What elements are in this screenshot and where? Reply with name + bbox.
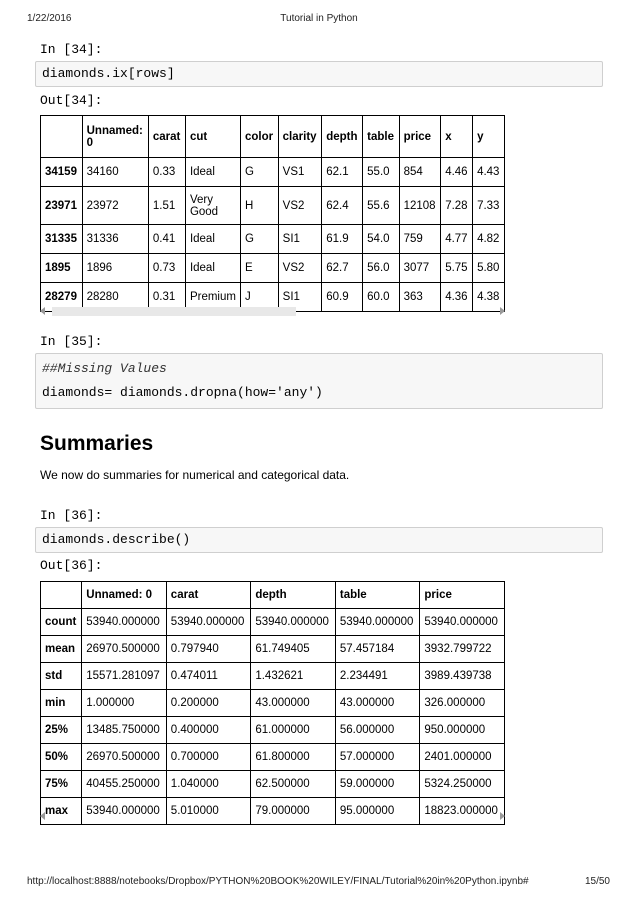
table-cell: 28280 <box>82 283 148 312</box>
dataframe-output-34 <box>40 115 505 312</box>
table-cell: 60.0 <box>363 283 399 312</box>
column-header: y <box>473 116 505 158</box>
column-header: cut <box>185 116 240 158</box>
table-cell: 3989.439738 <box>420 663 505 690</box>
row-index: 1895 <box>41 254 83 283</box>
in-prompt-36: In [36]: <box>40 508 103 523</box>
index-header <box>41 116 83 158</box>
table-cell: 5324.250000 <box>420 771 505 798</box>
table-cell: 1896 <box>82 254 148 283</box>
horizontal-scrollbar-36[interactable] <box>40 810 505 822</box>
table-cell: Premium <box>185 283 240 312</box>
row-index: 34159 <box>41 158 83 187</box>
code-cell-35[interactable] <box>35 353 603 409</box>
table-cell: 1.000000 <box>82 690 167 717</box>
row-index: min <box>41 690 82 717</box>
table-cell: 59.000000 <box>335 771 420 798</box>
column-header: Unnamed: 0 <box>82 116 148 158</box>
table-row <box>41 717 505 744</box>
table-cell: 5.80 <box>473 254 505 283</box>
table-cell: 0.31 <box>148 283 185 312</box>
table-cell: 950.000000 <box>420 717 505 744</box>
row-index: 31335 <box>41 225 83 254</box>
table-cell: 61.9 <box>322 225 363 254</box>
table-cell: SI1 <box>278 283 322 312</box>
row-index: max <box>41 798 82 825</box>
table-cell: 53940.000000 <box>335 609 420 636</box>
table-cell: 0.33 <box>148 158 185 187</box>
table-cell: 4.38 <box>473 283 505 312</box>
table-cell: 43.000000 <box>251 690 336 717</box>
table-cell: 0.400000 <box>166 717 251 744</box>
table-cell: 53940.000000 <box>166 609 251 636</box>
column-header: table <box>335 582 420 609</box>
table-cell: E <box>240 254 278 283</box>
table-cell: 5.75 <box>441 254 473 283</box>
column-header: carat <box>148 116 185 158</box>
table-cell: 79.000000 <box>251 798 336 825</box>
column-header: color <box>240 116 278 158</box>
row-index: mean <box>41 636 82 663</box>
table-cell: 18823.000000 <box>420 798 505 825</box>
out-prompt-36: Out[36]: <box>40 558 103 573</box>
table-cell: 326.000000 <box>420 690 505 717</box>
table-cell: 5.010000 <box>166 798 251 825</box>
row-index: 28279 <box>41 283 83 312</box>
scroll-thumb[interactable] <box>52 307 296 316</box>
table-cell: VS1 <box>278 158 322 187</box>
table-cell: 26970.500000 <box>82 744 167 771</box>
table-cell: 40455.250000 <box>82 771 167 798</box>
code-line: diamonds= diamonds.dropna(how='any') <box>42 385 323 400</box>
table-cell: 1.040000 <box>166 771 251 798</box>
table-cell: SI1 <box>278 225 322 254</box>
table-cell: 0.797940 <box>166 636 251 663</box>
row-index: std <box>41 663 82 690</box>
scroll-left-icon[interactable] <box>40 307 45 315</box>
column-header: price <box>420 582 505 609</box>
table-row <box>41 636 505 663</box>
table-cell: G <box>240 158 278 187</box>
in-prompt-35: In [35]: <box>40 334 103 349</box>
table-cell: 2401.000000 <box>420 744 505 771</box>
table-cell: Very Good <box>185 187 240 225</box>
table-cell: 62.4 <box>322 187 363 225</box>
column-header: Unnamed: 0 <box>82 582 167 609</box>
table-cell: VS2 <box>278 254 322 283</box>
table-cell: 43.000000 <box>335 690 420 717</box>
column-header: table <box>363 116 399 158</box>
print-date: 1/22/2016 <box>27 13 72 24</box>
table-row <box>41 690 505 717</box>
table-cell: 363 <box>399 283 441 312</box>
print-title: Tutorial in Python <box>280 13 358 24</box>
column-header: clarity <box>278 116 322 158</box>
table-header-row <box>41 116 505 158</box>
table-row <box>41 187 505 225</box>
table-cell: 31336 <box>82 225 148 254</box>
table-row <box>41 158 505 187</box>
column-header: carat <box>166 582 251 609</box>
table-cell: 7.33 <box>473 187 505 225</box>
table-cell: 759 <box>399 225 441 254</box>
row-index: 25% <box>41 717 82 744</box>
table-cell: 0.200000 <box>166 690 251 717</box>
horizontal-scrollbar-34[interactable] <box>40 305 505 317</box>
table-cell: 61.000000 <box>251 717 336 744</box>
table-cell: J <box>240 283 278 312</box>
table-cell: 23972 <box>82 187 148 225</box>
table-cell: G <box>240 225 278 254</box>
table-cell: 2.234491 <box>335 663 420 690</box>
table-cell: 4.77 <box>441 225 473 254</box>
table-cell: 57.000000 <box>335 744 420 771</box>
table-cell: 53940.000000 <box>82 798 167 825</box>
table-cell: 55.0 <box>363 158 399 187</box>
table-cell: 4.36 <box>441 283 473 312</box>
table-cell: 7.28 <box>441 187 473 225</box>
table-cell: 26970.500000 <box>82 636 167 663</box>
table-cell: 3932.799722 <box>420 636 505 663</box>
table-cell: H <box>240 187 278 225</box>
section-text: We now do summaries for numerical and categorical data. <box>40 468 350 482</box>
table-cell: 95.000000 <box>335 798 420 825</box>
code-cell-36[interactable] <box>35 527 603 553</box>
column-header: price <box>399 116 441 158</box>
table-cell: Ideal <box>185 254 240 283</box>
code-line: diamonds.ix[rows] <box>42 66 175 81</box>
table-cell: 56.000000 <box>335 717 420 744</box>
table-row <box>41 744 505 771</box>
table-cell: 53940.000000 <box>420 609 505 636</box>
table-cell: Ideal <box>185 225 240 254</box>
table-cell: 54.0 <box>363 225 399 254</box>
column-header: x <box>441 116 473 158</box>
table-cell: 61.800000 <box>251 744 336 771</box>
table-cell: 13485.750000 <box>82 717 167 744</box>
table-cell: 854 <box>399 158 441 187</box>
dataframe-output-36 <box>40 581 505 825</box>
row-index: 23971 <box>41 187 83 225</box>
table-cell: 53940.000000 <box>251 609 336 636</box>
table-cell: 1.432621 <box>251 663 336 690</box>
row-index: 50% <box>41 744 82 771</box>
table-cell: 55.6 <box>363 187 399 225</box>
scroll-right-icon[interactable] <box>500 307 505 315</box>
out-prompt-34: Out[34]: <box>40 93 103 108</box>
page-number: 15/50 <box>584 876 610 887</box>
table-row <box>41 663 505 690</box>
table-row <box>41 225 505 254</box>
row-index: 75% <box>41 771 82 798</box>
table-cell: 4.46 <box>441 158 473 187</box>
table-cell: 61.749405 <box>251 636 336 663</box>
table-cell: 57.457184 <box>335 636 420 663</box>
table-cell: 56.0 <box>363 254 399 283</box>
table-cell: Ideal <box>185 158 240 187</box>
row-index: count <box>41 609 82 636</box>
table-row <box>41 254 505 283</box>
table-cell: 62.7 <box>322 254 363 283</box>
table-cell: 62.500000 <box>251 771 336 798</box>
section-heading: Summaries <box>40 432 154 455</box>
column-header: depth <box>251 582 336 609</box>
table-row <box>41 609 505 636</box>
column-header: depth <box>322 116 363 158</box>
table-row <box>41 771 505 798</box>
index-header <box>41 582 82 609</box>
table-cell: 15571.281097 <box>82 663 167 690</box>
scroll-left-icon[interactable] <box>40 812 45 820</box>
table-cell: 1.51 <box>148 187 185 225</box>
table-cell: 62.1 <box>322 158 363 187</box>
table-cell: 3077 <box>399 254 441 283</box>
table-cell: 0.474011 <box>166 663 251 690</box>
table-cell: 0.41 <box>148 225 185 254</box>
print-url: http://localhost:8888/notebooks/Dropbox/PYTHON%20BOOK%20WILEY/FINAL/Tutorial%20in%20Python.ipynb# <box>27 876 529 887</box>
table-cell: 0.700000 <box>166 744 251 771</box>
table-cell: VS2 <box>278 187 322 225</box>
code-line: diamonds.describe() <box>42 532 191 547</box>
table-cell: 4.82 <box>473 225 505 254</box>
table-cell: 34160 <box>82 158 148 187</box>
in-prompt-34: In [34]: <box>40 42 103 57</box>
table-cell: 4.43 <box>473 158 505 187</box>
scroll-right-icon[interactable] <box>500 812 505 820</box>
table-cell: 60.9 <box>322 283 363 312</box>
code-comment: ##Missing Values <box>42 361 167 376</box>
table-cell: 12108 <box>399 187 441 225</box>
table-cell: 53940.000000 <box>82 609 167 636</box>
table-header-row <box>41 582 505 609</box>
table-cell: 0.73 <box>148 254 185 283</box>
code-cell-34[interactable] <box>35 61 603 87</box>
